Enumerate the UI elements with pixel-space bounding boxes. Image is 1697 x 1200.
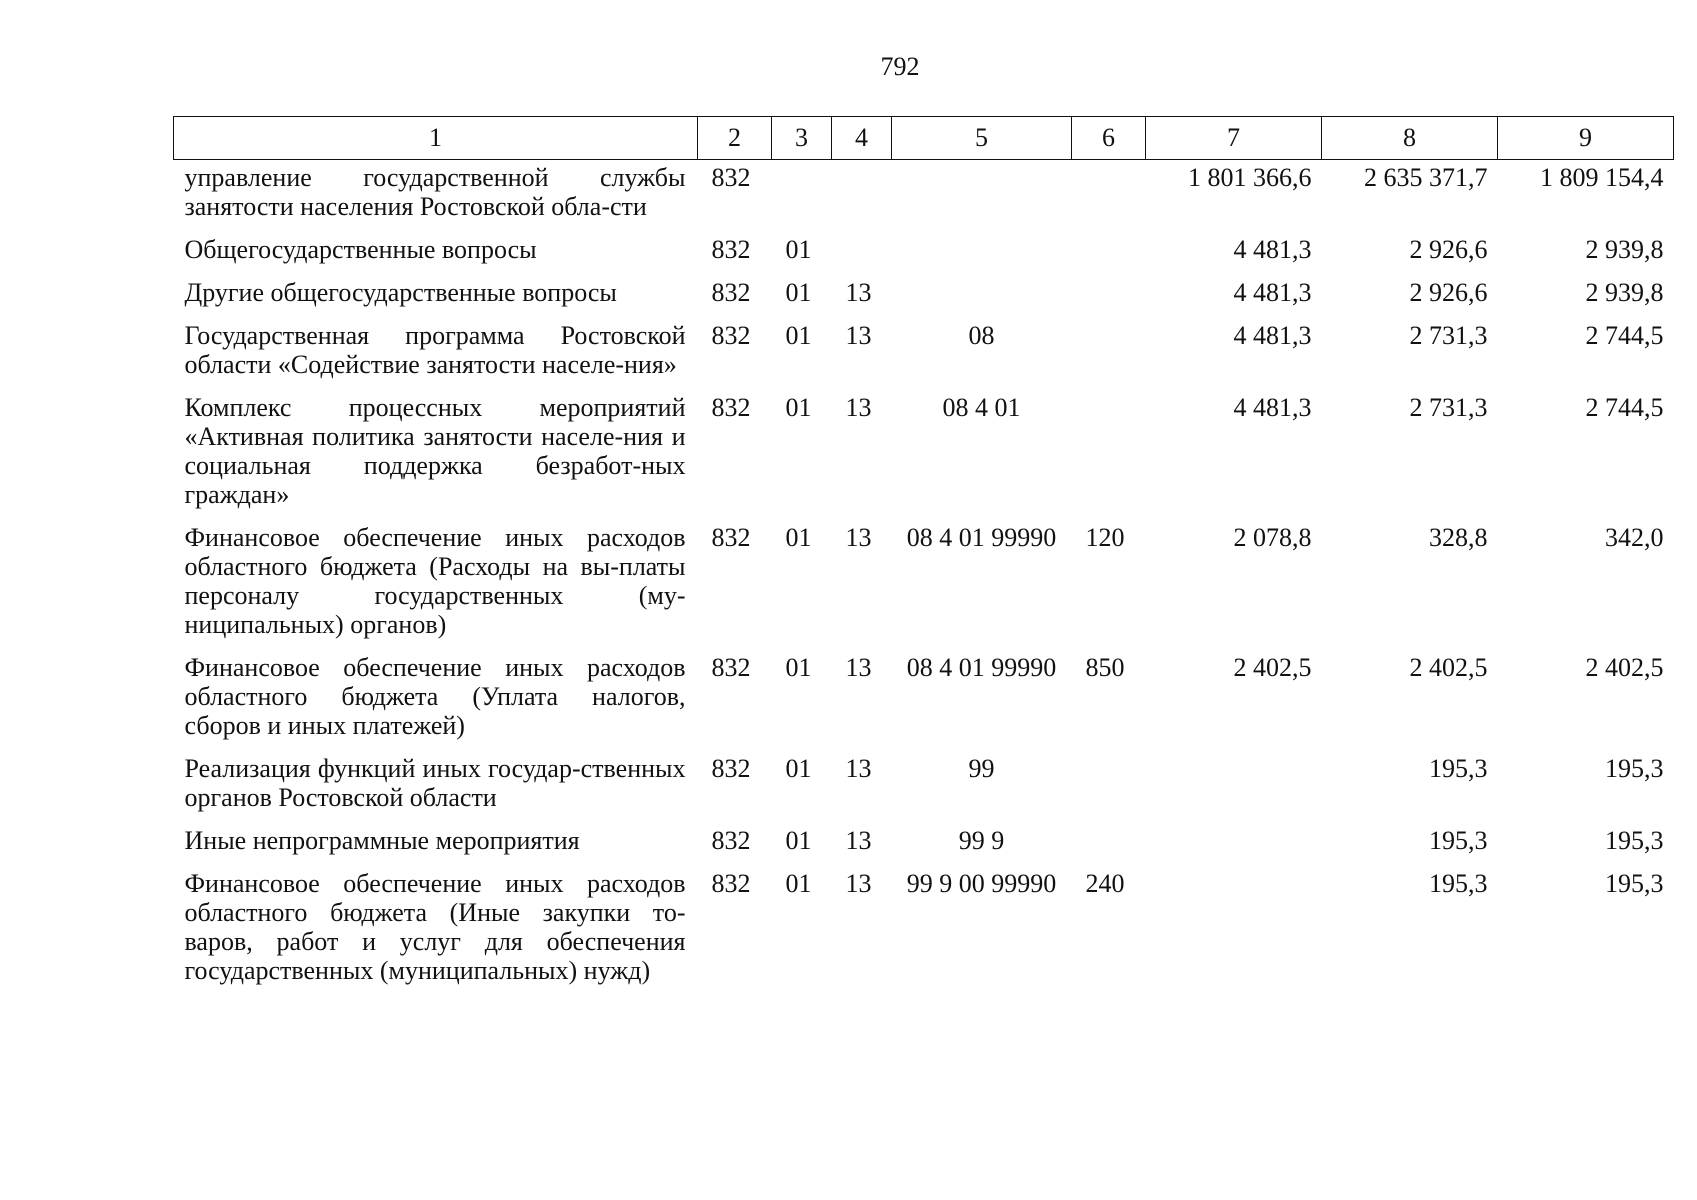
section-code-cell: 01	[785, 523, 812, 552]
item-name-cell: Реализация функций иных государ-ственных органов Ростовской области	[184, 754, 686, 812]
section-code-cell: 01	[785, 393, 812, 422]
amount-cell-col7: 4 481,3	[1233, 393, 1312, 422]
column-header: 4	[832, 117, 892, 160]
table-row	[174, 823, 1674, 866]
amount-cell-col7: 4 481,3	[1233, 235, 1312, 264]
section-code-cell: 01	[785, 235, 812, 264]
amount-cell-col8: 2 926,6	[1409, 235, 1488, 264]
amount-cell-col7	[1146, 751, 1322, 823]
chapter-code-cell: 832	[711, 523, 751, 552]
expense-type-code-cell	[1072, 823, 1146, 866]
amount-cell-col7: 2 402,5	[1233, 653, 1312, 682]
section-code-cell: 01	[785, 321, 812, 350]
expense-type-code-cell: 240	[1085, 869, 1125, 898]
expense-type-code-cell	[1072, 232, 1146, 275]
target-article-code-cell	[892, 232, 1072, 275]
amount-cell-col8: 2 635 371,7	[1364, 163, 1488, 192]
item-name-cell: Финансовое обеспечение иных расходов областного бюджета (Уплата налогов, сборов и иных платежей)	[184, 653, 686, 740]
expense-type-code-cell	[1072, 318, 1146, 390]
subsection-code-cell	[832, 232, 892, 275]
expense-type-code-cell: 850	[1085, 653, 1125, 682]
chapter-code-cell: 832	[711, 393, 751, 422]
amount-cell-col7	[1146, 866, 1322, 996]
subsection-code-cell: 13	[845, 321, 872, 350]
amount-cell-col9: 2 402,5	[1585, 653, 1664, 682]
expense-type-code-cell	[1072, 160, 1146, 233]
amount-cell-col9: 1 809 154,4	[1540, 163, 1664, 192]
item-name-cell: Другие общегосударственные вопросы	[184, 278, 617, 307]
item-name-cell: Иные непрограммные мероприятия	[184, 826, 580, 855]
section-code-cell	[772, 160, 832, 233]
target-article-code-cell: 08 4 01	[942, 393, 1021, 422]
amount-cell-col9: 195,3	[1605, 826, 1664, 855]
amount-cell-col8: 2 731,3	[1409, 393, 1488, 422]
column-header: 5	[892, 117, 1072, 160]
item-name-cell: Комплекс процессных мероприятий «Активная политика занятости населе-ния и социальная поддержка безработ-ных граждан»	[184, 393, 686, 509]
column-header: 8	[1322, 117, 1498, 160]
item-name-cell: Финансовое обеспечение иных расходов областного бюджета (Расходы на вы-платы персоналу государственных (му-ниципальных) органов)	[184, 523, 686, 639]
target-article-code-cell: 99	[968, 754, 995, 783]
amount-cell-col9: 195,3	[1605, 869, 1664, 898]
amount-cell-col7: 2 078,8	[1233, 523, 1312, 552]
table-row	[174, 866, 1674, 996]
column-header: 2	[698, 117, 772, 160]
chapter-code-cell: 832	[711, 235, 751, 264]
subsection-code-cell: 13	[845, 523, 872, 552]
budget-table	[173, 116, 1674, 996]
section-code-cell: 01	[785, 869, 812, 898]
table-body	[174, 160, 1674, 997]
item-name-cell: управление государственной службы занятости населения Ростовской обла-сти	[184, 163, 686, 221]
expense-type-code-cell	[1072, 390, 1146, 520]
section-code-cell: 01	[785, 278, 812, 307]
amount-cell-col9: 2 939,8	[1585, 278, 1664, 307]
amount-cell-col9: 2 939,8	[1585, 235, 1664, 264]
amount-cell-col8: 328,8	[1429, 523, 1488, 552]
subsection-code-cell	[832, 160, 892, 233]
table-row	[174, 751, 1674, 823]
amount-cell-col9: 342,0	[1605, 523, 1664, 552]
subsection-code-cell: 13	[845, 869, 872, 898]
section-code-cell: 01	[785, 754, 812, 783]
chapter-code-cell: 832	[711, 163, 751, 192]
table-row	[174, 650, 1674, 751]
target-article-code-cell: 99 9	[958, 826, 1005, 855]
subsection-code-cell: 13	[845, 826, 872, 855]
column-header: 7	[1146, 117, 1322, 160]
target-article-code-cell: 08 4 01 99990	[906, 653, 1057, 682]
item-name-cell: Финансовое обеспечение иных расходов областного бюджета (Иные закупки то-варов, работ и услуг для обеспечения государственных (муниципальных) нужд)	[184, 869, 686, 985]
table-row	[174, 232, 1674, 275]
chapter-code-cell: 832	[711, 869, 751, 898]
table-row	[174, 390, 1674, 520]
page-number: 792	[880, 52, 920, 81]
expense-type-code-cell	[1072, 275, 1146, 318]
item-name-cell: Государственная программа Ростовской области «Содействие занятости населе-ния»	[184, 321, 686, 379]
subsection-code-cell: 13	[845, 278, 872, 307]
table-row	[174, 160, 1674, 233]
amount-cell-col8: 2 402,5	[1409, 653, 1488, 682]
target-article-code-cell	[892, 275, 1072, 318]
amount-cell-col7: 1 801 366,6	[1188, 163, 1312, 192]
amount-cell-col8: 195,3	[1429, 826, 1488, 855]
target-article-code-cell: 08	[968, 321, 995, 350]
chapter-code-cell: 832	[711, 653, 751, 682]
amount-cell-col8: 195,3	[1429, 869, 1488, 898]
column-header: 9	[1498, 117, 1674, 160]
column-header: 1	[174, 117, 698, 160]
amount-cell-col9: 2 744,5	[1585, 321, 1664, 350]
target-article-code-cell: 99 9 00 99990	[906, 869, 1057, 898]
expense-type-code-cell: 120	[1085, 523, 1125, 552]
amount-cell-col9: 2 744,5	[1585, 393, 1664, 422]
amount-cell-col8: 2 731,3	[1409, 321, 1488, 350]
subsection-code-cell: 13	[845, 393, 872, 422]
target-article-code-cell	[892, 160, 1072, 233]
chapter-code-cell: 832	[711, 754, 751, 783]
subsection-code-cell: 13	[845, 653, 872, 682]
amount-cell-col7: 4 481,3	[1233, 278, 1312, 307]
chapter-code-cell: 832	[711, 826, 751, 855]
item-name-cell: Общегосударственные вопросы	[184, 235, 537, 264]
amount-cell-col8: 2 926,6	[1409, 278, 1488, 307]
header-row	[174, 117, 1674, 160]
table-row	[174, 520, 1674, 650]
amount-cell-col7	[1146, 823, 1322, 866]
table-row	[174, 318, 1674, 390]
table-row	[174, 275, 1674, 318]
column-header: 3	[772, 117, 832, 160]
expense-type-code-cell	[1072, 751, 1146, 823]
target-article-code-cell: 08 4 01 99990	[906, 523, 1057, 552]
amount-cell-col8: 195,3	[1429, 754, 1488, 783]
section-code-cell: 01	[785, 826, 812, 855]
chapter-code-cell: 832	[711, 278, 751, 307]
amount-cell-col7: 4 481,3	[1233, 321, 1312, 350]
chapter-code-cell: 832	[711, 321, 751, 350]
amount-cell-col9: 195,3	[1605, 754, 1664, 783]
column-header: 6	[1072, 117, 1146, 160]
subsection-code-cell: 13	[845, 754, 872, 783]
section-code-cell: 01	[785, 653, 812, 682]
